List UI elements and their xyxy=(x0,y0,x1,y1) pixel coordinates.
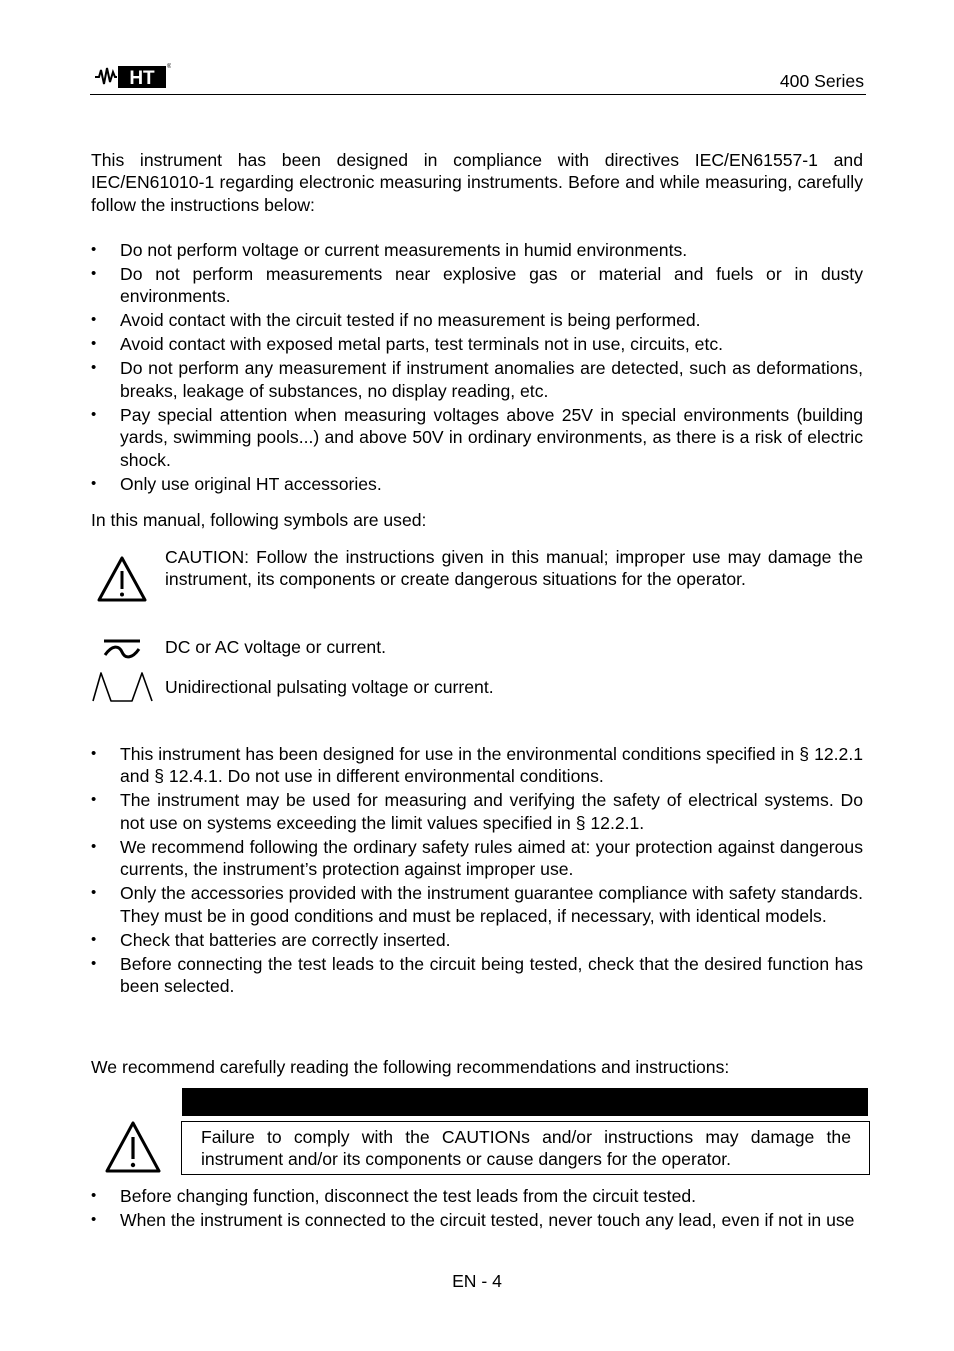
list-item: • Before changing function, disconnect the test leads from the circuit tested. xyxy=(91,1185,863,1207)
dc-ac-icon xyxy=(102,637,142,666)
logo-text: HT xyxy=(129,68,155,89)
svg-text:®: ® xyxy=(167,64,171,70)
list-item: • Do not perform measurements near explosive gas or material and fuels or in dusty environments. xyxy=(91,263,863,308)
warning-triangle-icon xyxy=(96,555,148,608)
pulsating-icon xyxy=(90,669,156,710)
list-item: • Do not perform voltage or current measurements in humid environments. xyxy=(91,239,863,261)
list-item: • Avoid contact with exposed metal parts, test terminals not in use, circuits, etc. xyxy=(91,333,863,355)
list-item: • This instrument has been designed for use in the environmental conditions specified in § 12.2.1 and § 12.4.1. Do not use in different environmental conditions. xyxy=(91,743,863,788)
list-item: • Check that batteries are correctly inserted. xyxy=(91,929,863,951)
ht-logo xyxy=(93,60,171,90)
header-rule xyxy=(90,94,866,95)
symbols-intro: In this manual, following symbols are used: xyxy=(91,510,427,530)
caution-box-text: Failure to comply with the CAUTIONs and/or instructions may damage the instrument and/or its components or cause dangers for the operator. xyxy=(201,1127,851,1170)
safety-list-1 xyxy=(91,239,863,497)
page-number: EN - 4 xyxy=(452,1271,502,1291)
list-item: • Do not perform any measurement if instrument anomalies are detected, such as deformations, breaks, leakage of substances, no display reading, etc. xyxy=(91,357,863,402)
list-item: • Before connecting the test leads to the circuit being tested, check that the desired function has been selected. xyxy=(91,953,863,998)
safety-list-3 xyxy=(91,1185,863,1233)
dc-ac-text: DC or AC voltage or current. xyxy=(165,637,386,657)
intro-paragraph: This instrument has been designed in compliance with directives IEC/EN61557-1 and IEC/EN61010-1 regarding electronic measuring instruments. Before and while measuring, carefully follow the instructions below: xyxy=(91,150,863,215)
caution-header-bar xyxy=(182,1088,868,1116)
list-item: • We recommend following the ordinary safety rules aimed at: your protection against dangerous currents, the instrument’s protection against improper use. xyxy=(91,836,863,881)
list-item: • Avoid contact with the circuit tested if no measurement is being performed. xyxy=(91,309,863,331)
caution-symbol-text: CAUTION: Follow the instructions given in this manual; improper use may damage the instrument, its components or create dangerous situations for the operator. xyxy=(165,547,863,590)
recommend-paragraph: We recommend carefully reading the following recommendations and instructions: xyxy=(91,1057,730,1077)
list-item: • Pay special attention when measuring voltages above 25V in special environments (building yards, swimming pools...) and above 50V in ordinary environments, as there is a risk of electric shock. xyxy=(91,404,863,471)
ht-logo-graphic xyxy=(93,60,171,90)
list-item: • Only use original HT accessories. xyxy=(91,473,863,495)
pulsating-text: Unidirectional pulsating voltage or current. xyxy=(165,677,494,697)
safety-list-2 xyxy=(91,743,863,999)
caution-triangle-icon xyxy=(104,1120,162,1179)
list-item: • The instrument may be used for measuring and verifying the safety of electrical systems. Do not use on systems exceeding the limit values specified in § 12.2.1. xyxy=(91,789,863,834)
list-item: • When the instrument is connected to the circuit tested, never touch any lead, even if not in use xyxy=(91,1209,863,1231)
list-item: • Only the accessories provided with the instrument guarantee compliance with safety standards. They must be in good conditions and must be replaced, if necessary, with identical models. xyxy=(91,882,863,927)
caution-box xyxy=(181,1121,870,1175)
series-label: 400 Series xyxy=(779,71,864,91)
